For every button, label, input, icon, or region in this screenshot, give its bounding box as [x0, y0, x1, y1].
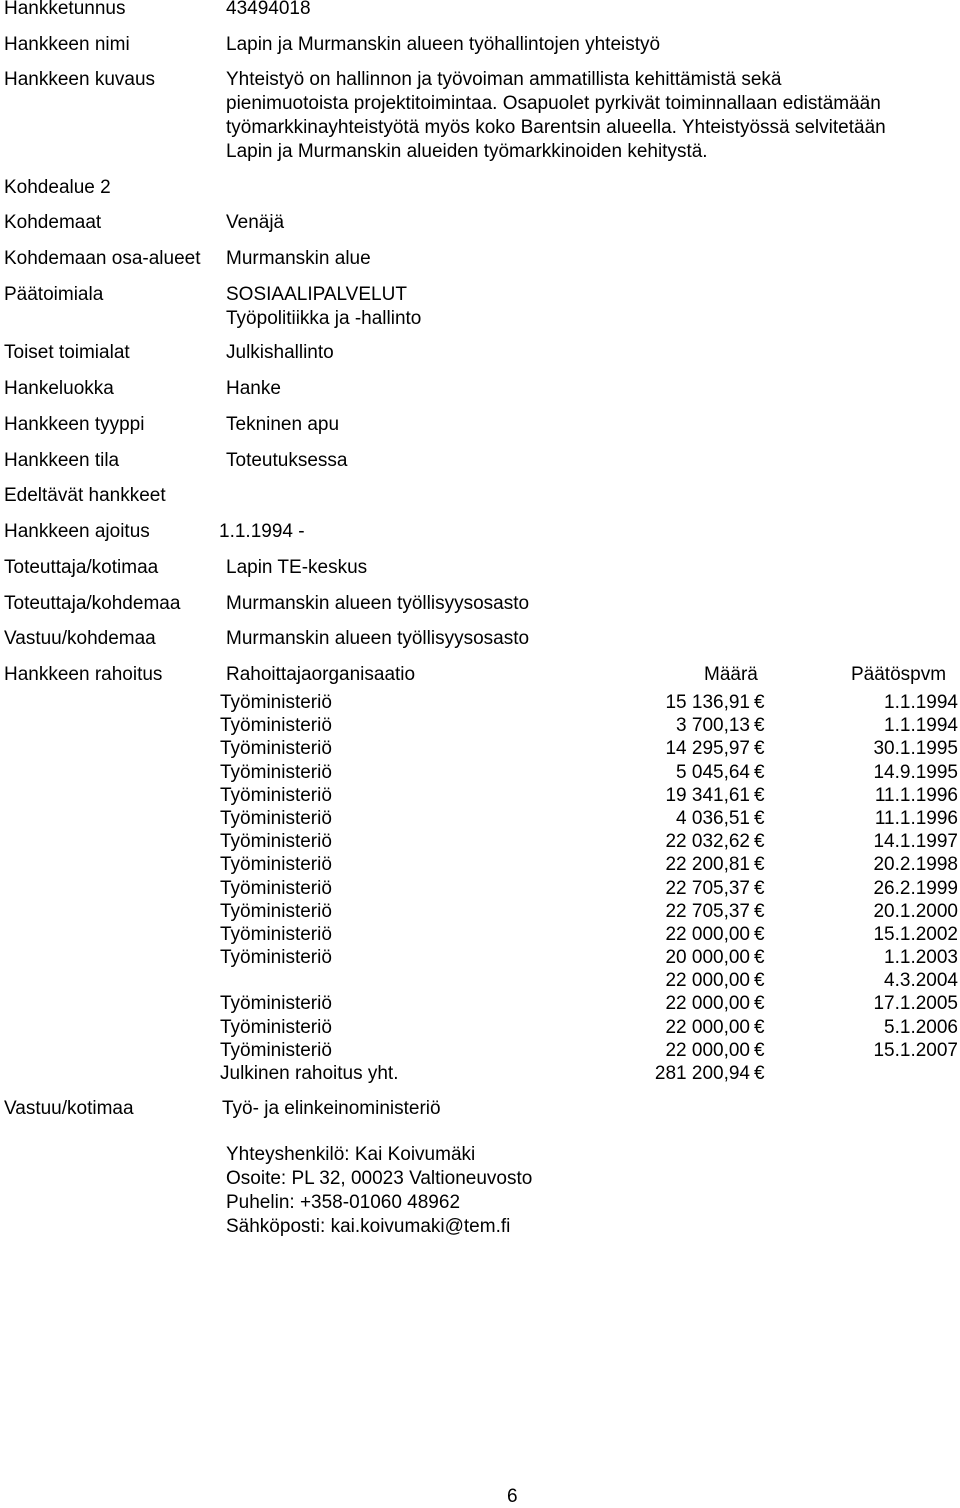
funding-table	[220, 691, 960, 1085]
label-project-class: Hankeluokka	[4, 378, 114, 399]
euro-symbol: €	[754, 761, 765, 783]
value-project-description	[226, 68, 956, 164]
table-row	[220, 691, 960, 714]
euro-symbol: €	[754, 1039, 765, 1061]
table-row	[220, 807, 960, 830]
table-row	[220, 761, 960, 784]
funding-amount: 22 032,62	[665, 831, 750, 853]
funding-amount: 15 136,91	[665, 692, 750, 713]
label-project-funding: Hankkeen rahoitus	[4, 664, 163, 685]
funding-date: 20.1.2000	[873, 900, 958, 922]
label-responsible-target: Vastuu/kohdemaa	[4, 628, 156, 649]
funding-org: Työministeriö	[220, 784, 332, 806]
label-previous-projects: Edeltävät hankkeet	[4, 485, 166, 506]
funding-header-date: Päätöspvm	[851, 664, 947, 685]
funding-org: Työministeriö	[220, 831, 332, 853]
contact-person: Yhteyshenkilö: Kai Koivumäki	[226, 1144, 476, 1165]
description-line: Yhteistyö on hallinnon ja työvoiman ammatillista kehittämistä sekä	[226, 69, 782, 90]
value-main-sector: SOSIAALIPALVELUT	[226, 284, 407, 305]
value-project-type: Tekninen apu	[226, 414, 340, 435]
contact-block	[226, 1143, 532, 1239]
table-row	[220, 877, 960, 900]
funding-org: Työministeriö	[220, 923, 332, 945]
funding-date: 14.1.1997	[873, 831, 958, 853]
funding-org: Työministeriö	[220, 715, 332, 737]
value-project-code: 43494018	[226, 0, 311, 19]
euro-symbol: €	[754, 923, 765, 945]
label-project-timing: Hankkeen ajoitus	[4, 521, 150, 542]
value-other-sectors: Julkishallinto	[226, 342, 334, 363]
funding-org: Työministeriö	[220, 947, 332, 969]
funding-org: Työministeriö	[220, 993, 332, 1015]
funding-date: 14.9.1995	[873, 761, 958, 783]
funding-total-label: Julkinen rahoitus yht.	[220, 1063, 399, 1084]
page-number: 6	[507, 1486, 518, 1507]
funding-org: Työministeriö	[220, 877, 332, 899]
euro-symbol: €	[754, 807, 765, 829]
label-project-code: Hankketunnus	[4, 0, 126, 19]
funding-header-amount: Määrä	[704, 664, 758, 685]
table-row	[220, 923, 960, 946]
funding-amount: 14 295,97	[665, 738, 750, 760]
funding-org: Työministeriö	[220, 738, 332, 760]
funding-amount: 4 036,51	[676, 807, 750, 829]
funding-date: 1.1.1994	[884, 715, 958, 737]
value-project-class: Hanke	[226, 378, 281, 399]
funding-date: 4.3.2004	[884, 970, 958, 992]
euro-symbol: €	[754, 947, 765, 969]
table-row	[220, 1039, 960, 1062]
funding-amount: 3 700,13	[676, 715, 750, 737]
contact-phone: Puhelin: +358-01060 48962	[226, 1192, 461, 1213]
funding-date: 1.1.2003	[884, 947, 958, 969]
euro-symbol: €	[754, 1016, 765, 1038]
label-project-type: Hankkeen tyyppi	[4, 414, 145, 435]
table-row	[220, 737, 960, 760]
funding-amount: 22 200,81	[665, 854, 750, 876]
table-row	[220, 784, 960, 807]
funding-org: Työministeriö	[220, 1016, 332, 1038]
value-responsible-target: Murmanskin alueen työllisyysosasto	[226, 628, 530, 649]
funding-org: Työministeriö	[220, 1039, 332, 1061]
euro-symbol: €	[754, 970, 765, 992]
funding-amount: 19 341,61	[665, 784, 750, 806]
funding-amount: 22 000,00	[665, 970, 750, 992]
funding-date: 15.1.2002	[873, 923, 958, 945]
label-project-description: Hankkeen kuvaus	[4, 69, 156, 90]
euro-symbol: €	[754, 854, 765, 876]
euro-symbol: €	[754, 738, 765, 760]
funding-amount: 22 000,00	[665, 1039, 750, 1061]
value-implementer-target: Murmanskin alueen työllisyysosasto	[226, 593, 530, 614]
contact-email: Sähköposti: kai.koivumaki@tem.fi	[226, 1216, 511, 1237]
value-target-countries: Venäjä	[226, 212, 285, 233]
table-row	[220, 830, 960, 853]
euro-symbol: €	[754, 715, 765, 737]
funding-org: Työministeriö	[220, 761, 332, 783]
euro-symbol: €	[754, 831, 765, 853]
label-responsible-home: Vastuu/kotimaa	[4, 1098, 134, 1119]
label-other-sectors: Toiset toimialat	[4, 342, 130, 363]
funding-total-row	[220, 1062, 960, 1085]
funding-amount: 22 000,00	[665, 1016, 750, 1038]
euro-symbol: €	[754, 993, 765, 1015]
funding-total-amount: 281 200,94	[654, 1063, 750, 1084]
funding-amount: 22 705,37	[665, 877, 750, 899]
description-line: pienimuotoista projektitoimintaa. Osapuolet pyrkivät toiminnallaan edistämään	[226, 93, 881, 114]
value-responsible-home: Työ- ja elinkeinoministeriö	[222, 1098, 441, 1119]
table-row	[220, 946, 960, 969]
table-row	[220, 714, 960, 737]
table-row	[220, 900, 960, 923]
funding-date: 17.1.2005	[873, 993, 958, 1015]
funding-date: 30.1.1995	[873, 738, 958, 760]
funding-amount: 22 000,00	[665, 993, 750, 1015]
description-line: työmarkkinayhteistyötä myös koko Barentsin alueella. Yhteistyössä selvitetään	[226, 117, 886, 138]
euro-symbol: €	[754, 877, 765, 899]
value-project-name: Lapin ja Murmanskin alueen työhallintojen yhteistyö	[226, 34, 661, 55]
label-main-sector: Päätoimiala	[4, 284, 104, 305]
label-project-status: Hankkeen tila	[4, 450, 120, 471]
value-main-sector-sub: Työpolitiikka ja -hallinto	[226, 308, 422, 329]
label-implementer-target: Toteuttaja/kohdemaa	[4, 593, 181, 614]
funding-date: 15.1.2007	[873, 1039, 958, 1061]
euro-symbol: €	[754, 692, 765, 713]
description-line: Lapin ja Murmanskin alueiden työmarkkinoiden kehitystä.	[226, 141, 708, 162]
label-target-subregions: Kohdemaan osa-alueet	[4, 248, 201, 269]
funding-org: Työministeriö	[220, 900, 332, 922]
label-project-name: Hankkeen nimi	[4, 34, 130, 55]
value-project-timing: 1.1.1994 -	[219, 521, 305, 542]
funding-date: 1.1.1994	[884, 692, 958, 713]
funding-org: Työministeriö	[220, 807, 332, 829]
funding-amount: 22 705,37	[665, 900, 750, 922]
funding-date: 26.2.1999	[873, 877, 958, 899]
funding-date: 11.1.1996	[874, 784, 958, 806]
funding-date: 5.1.2006	[884, 1016, 958, 1038]
funding-org: Työministeriö	[220, 692, 332, 713]
label-target-area: Kohdealue 2	[4, 177, 111, 198]
table-row	[220, 969, 960, 992]
label-target-countries: Kohdemaat	[4, 212, 102, 233]
label-implementer-home: Toteuttaja/kotimaa	[4, 557, 159, 578]
value-project-status: Toteutuksessa	[226, 450, 348, 471]
funding-amount: 20 000,00	[665, 947, 750, 969]
value-implementer-home: Lapin TE-keskus	[226, 557, 368, 578]
funding-date: 20.2.1998	[873, 854, 958, 876]
funding-header-org: Rahoittajaorganisaatio	[226, 664, 416, 685]
funding-org: Työministeriö	[220, 854, 332, 876]
table-row	[220, 853, 960, 876]
euro-symbol: €	[754, 1063, 765, 1084]
funding-date: 11.1.1996	[874, 807, 958, 829]
euro-symbol: €	[754, 900, 765, 922]
table-row	[220, 992, 960, 1015]
table-row	[220, 1016, 960, 1039]
euro-symbol: €	[754, 784, 765, 806]
value-target-subregions: Murmanskin alue	[226, 248, 371, 269]
contact-address: Osoite: PL 32, 00023 Valtioneuvosto	[226, 1168, 533, 1189]
funding-amount: 22 000,00	[665, 923, 750, 945]
funding-amount: 5 045,64	[676, 761, 750, 783]
